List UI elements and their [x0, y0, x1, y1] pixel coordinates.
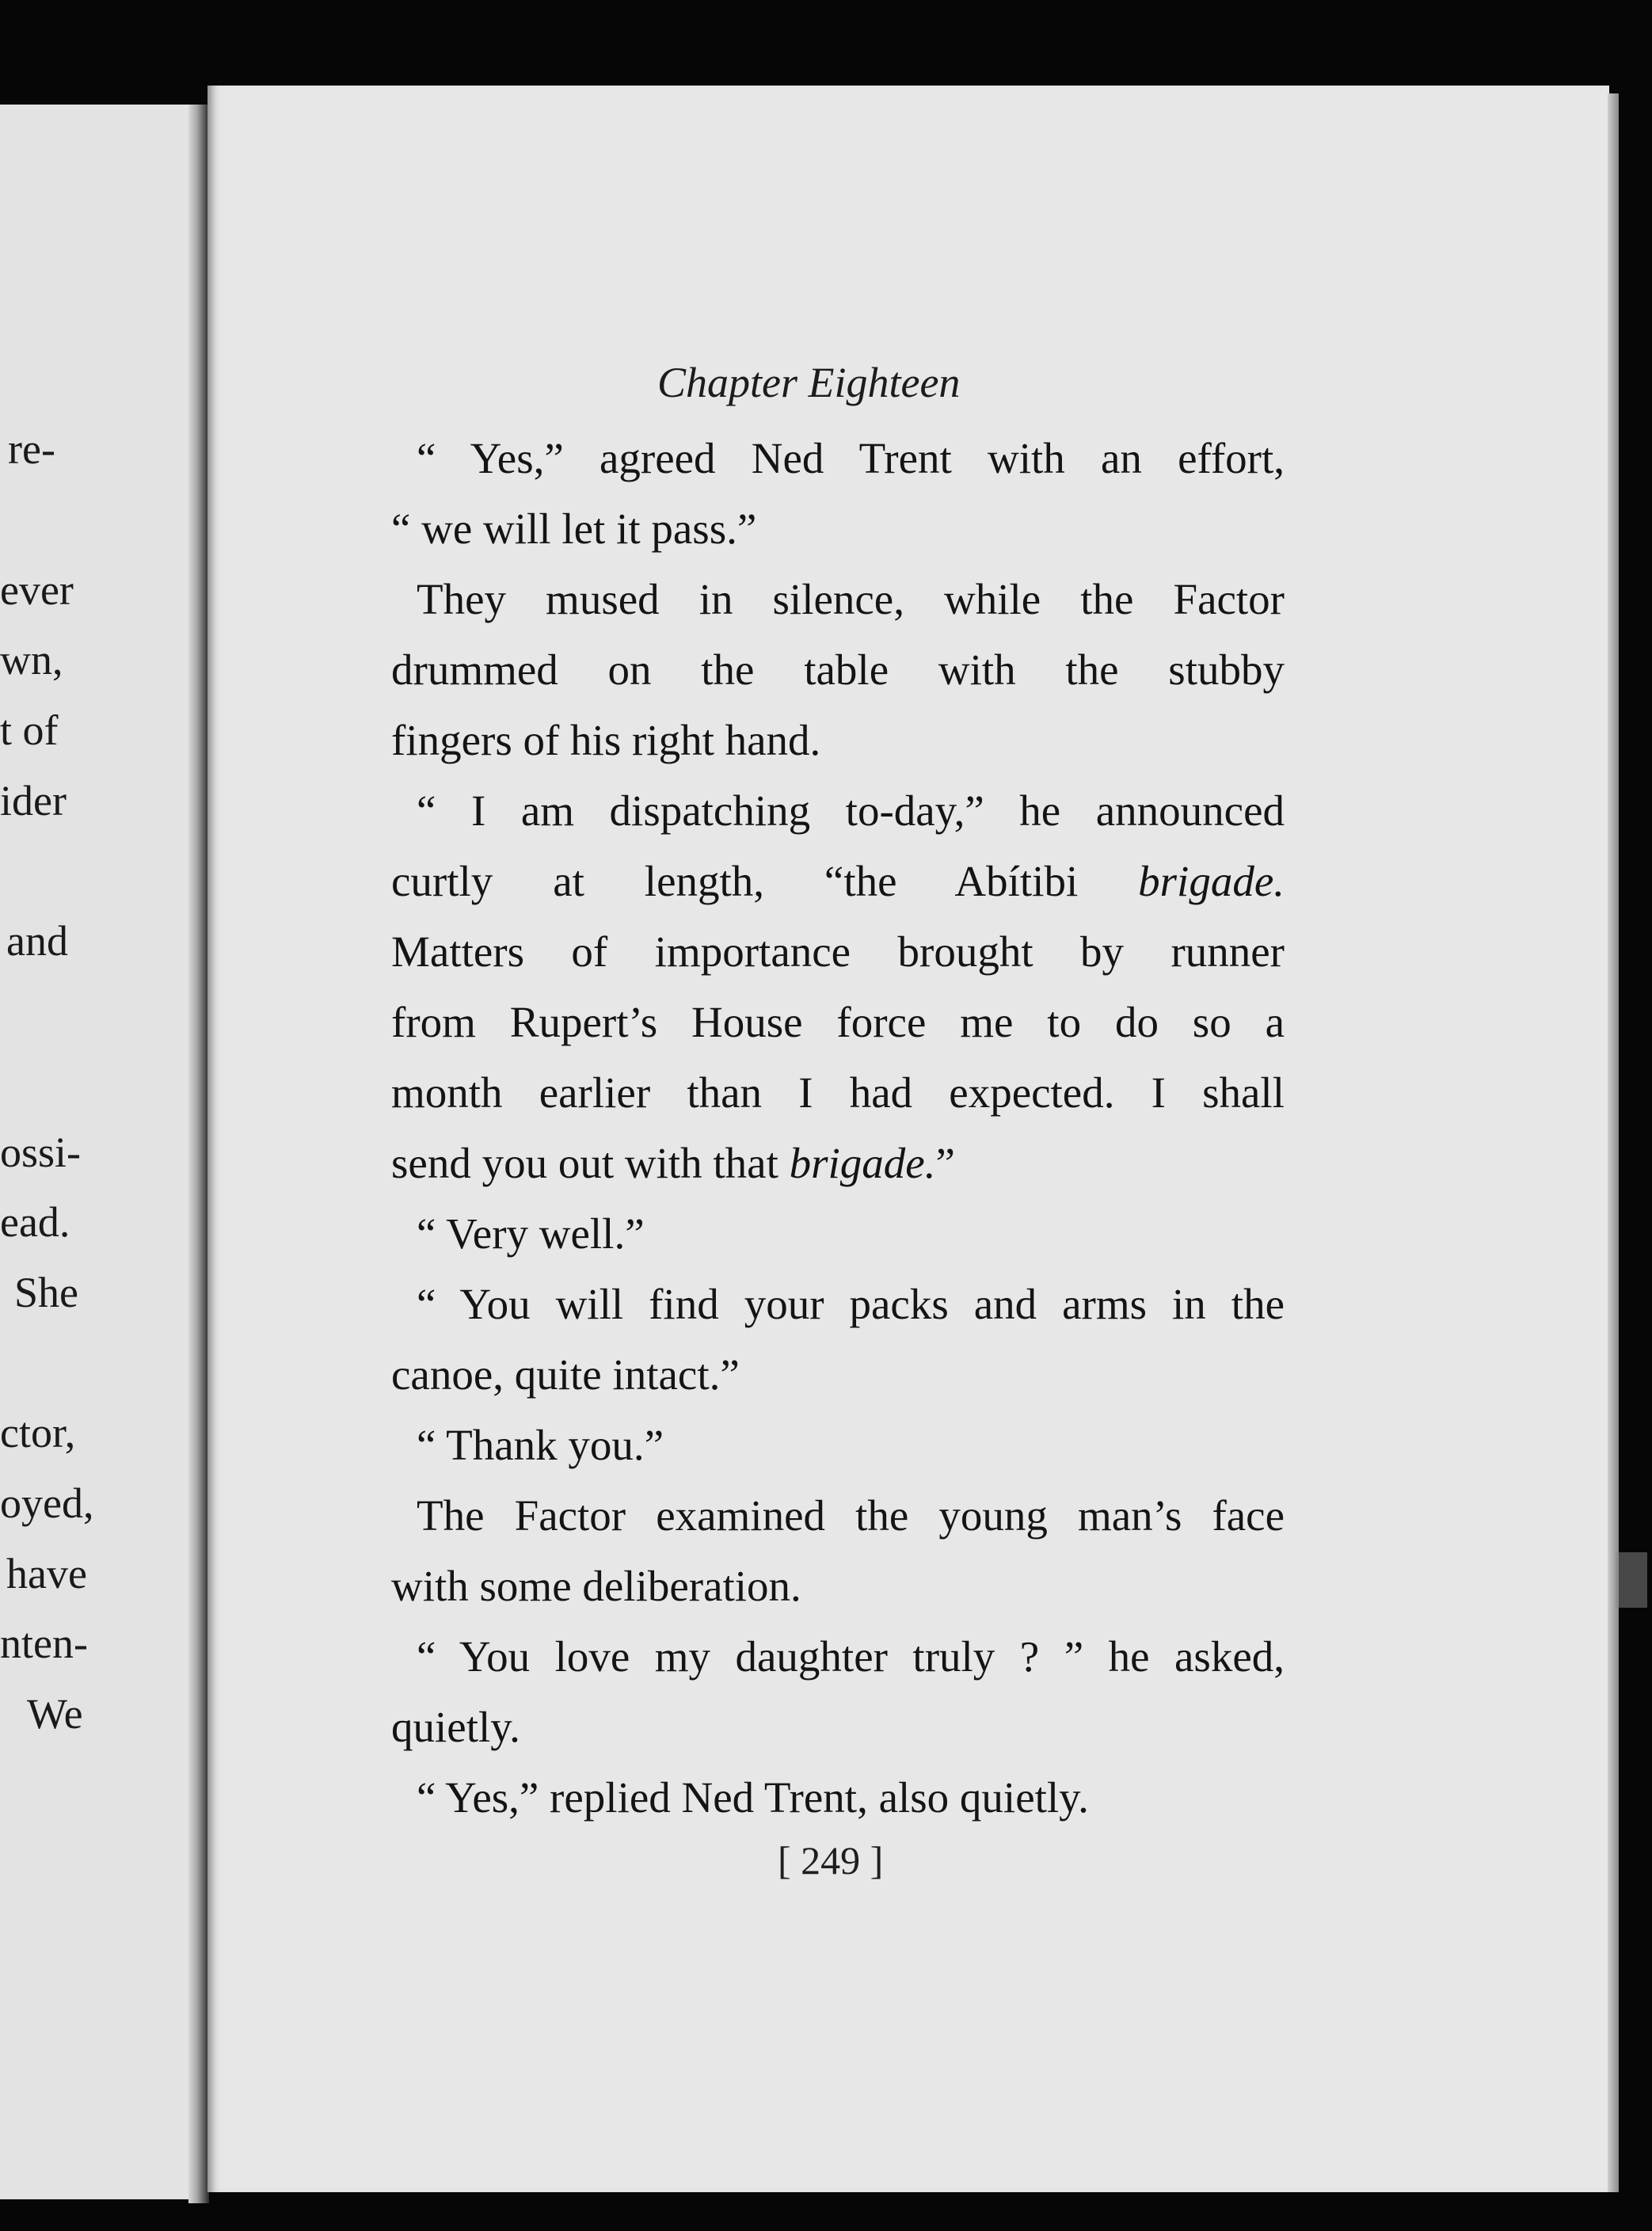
previous-page	[0, 105, 198, 2199]
left-page-fragment: ctor,	[0, 1409, 76, 1456]
text-line: “ Yes,” replied Ned Trent, also quietly.	[417, 1773, 1089, 1822]
left-page-fragment: We	[27, 1690, 83, 1738]
text-line: drummed on the table with the stubby	[391, 645, 1285, 694]
left-page-fragment: ead.	[0, 1198, 70, 1246]
page-edge	[1608, 93, 1619, 2192]
text-line: “ You will find your packs and arms in the	[417, 1280, 1285, 1328]
text-line: “ Thank you.”	[417, 1421, 664, 1469]
text-line: “ Very well.”	[417, 1209, 645, 1258]
text-line: “ I am dispatching to-day,” he announced	[417, 786, 1285, 835]
left-page-fragment: wn,	[0, 636, 63, 683]
italic-word: brigade.	[1138, 857, 1285, 905]
text-line: “ You love my daughter truly ? ” he asked,	[417, 1632, 1285, 1681]
left-page-fragment: have	[6, 1550, 87, 1597]
text-line: The Factor examined the young man’s face	[417, 1491, 1285, 1540]
left-page-fragment: She	[14, 1269, 78, 1316]
text-run: curtly at length, “the Abítibi	[391, 857, 1139, 905]
left-page-fragment: nten-	[0, 1620, 88, 1667]
text-line: with some deliberation.	[391, 1562, 801, 1610]
left-page-fragment: and	[6, 917, 68, 965]
text-run: ”	[935, 1139, 955, 1187]
text-line: They mused in silence, while the Factor	[417, 575, 1285, 623]
text-line: Matters of importance brought by runner	[391, 927, 1285, 976]
text-line	[391, 1128, 1285, 1198]
text-line: quietly.	[391, 1703, 520, 1751]
text-line: “ we will let it pass.”	[391, 504, 757, 553]
scan-artifact	[1616, 1552, 1647, 1608]
left-page-fragment: ider	[0, 777, 67, 824]
book-gutter	[188, 105, 209, 2203]
left-page-fragment: ever	[0, 566, 74, 614]
left-page-fragment: t of	[0, 706, 59, 754]
left-page-fragment: ossi-	[0, 1129, 82, 1176]
text-line: canoe, quite intact.”	[391, 1350, 740, 1399]
text-line: fingers of his right hand.	[391, 716, 821, 764]
running-head: Chapter Eighteen	[657, 359, 961, 406]
italic-word: brigade.	[789, 1139, 936, 1187]
page-number: [ 249 ]	[778, 1838, 884, 1883]
page-body	[391, 423, 1285, 1833]
left-page-fragment: re-	[8, 425, 55, 473]
left-page-fragment: oyed,	[0, 1479, 94, 1527]
text-run: send you out with that	[391, 1139, 790, 1187]
text-line: month earlier than I had expected. I shall	[391, 1068, 1285, 1117]
text-line: from Rupert’s House force me to do so a	[391, 998, 1285, 1046]
text-line	[391, 846, 1285, 916]
text-line: “ Yes,” agreed Ned Trent with an effort,	[417, 434, 1285, 482]
